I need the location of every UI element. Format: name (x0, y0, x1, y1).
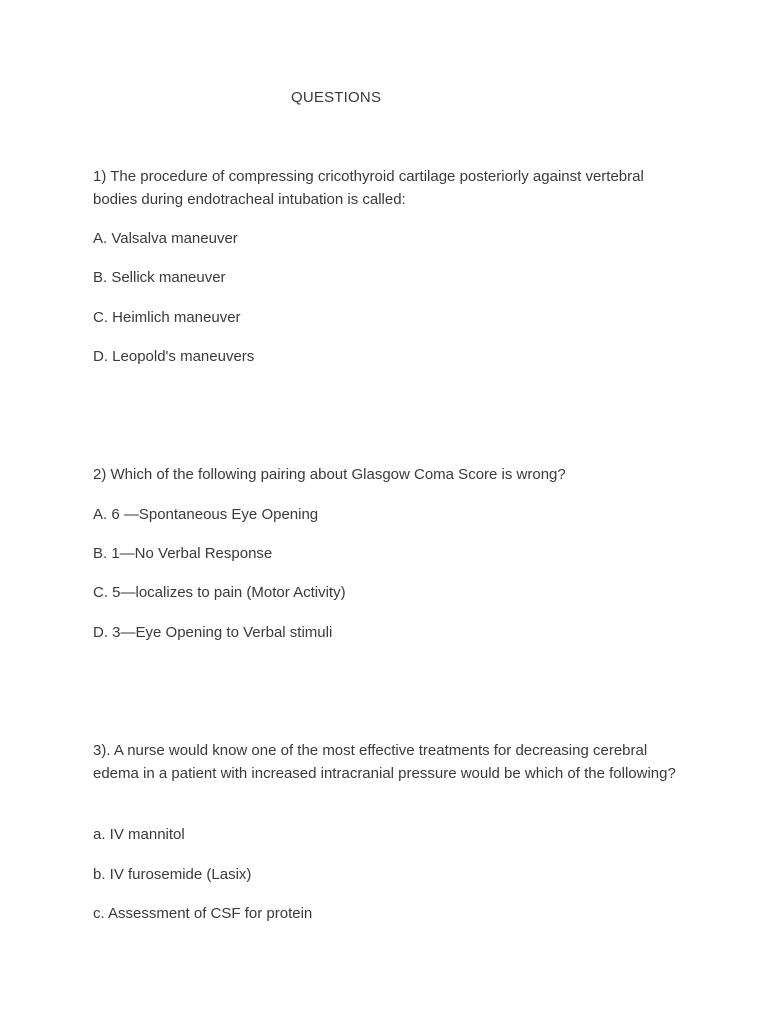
question-3-option-a: a. IV mannitol (93, 826, 185, 843)
question-2-text: 2) Which of the following pairing about Glasgow Coma Score is wrong? (93, 466, 566, 483)
page-title: QUESTIONS (291, 89, 382, 106)
question-1-option-d: D. Leopold's maneuvers (93, 348, 255, 365)
question-2-option-a: A. 6 —Spontaneous Eye Opening (93, 506, 319, 523)
question-1-option-a: A. Valsalva maneuver (93, 230, 238, 247)
question-3-text: 3). A nurse would know one of the most effective treatments for decreasing cerebral edema in a patient with increased intracranial pressure would be which of the following? (93, 742, 676, 782)
question-1-option-b: B. Sellick maneuver (93, 269, 226, 286)
question-3-option-b: b. IV furosemide (Lasix) (93, 866, 252, 883)
question-1-text: 1) The procedure of compressing cricothyroid cartilage posteriorly against vertebral bodies during endotracheal intubation is called: (93, 168, 644, 208)
question-2-option-c: C. 5—localizes to pain (Motor Activity) (93, 584, 346, 601)
question-2-option-d: D. 3—Eye Opening to Verbal stimuli (93, 624, 333, 641)
question-2-option-b: B. 1—No Verbal Response (93, 545, 273, 562)
question-1-option-c: C. Heimlich maneuver (93, 309, 241, 326)
question-3-option-c: c. Assessment of CSF for protein (93, 905, 313, 922)
